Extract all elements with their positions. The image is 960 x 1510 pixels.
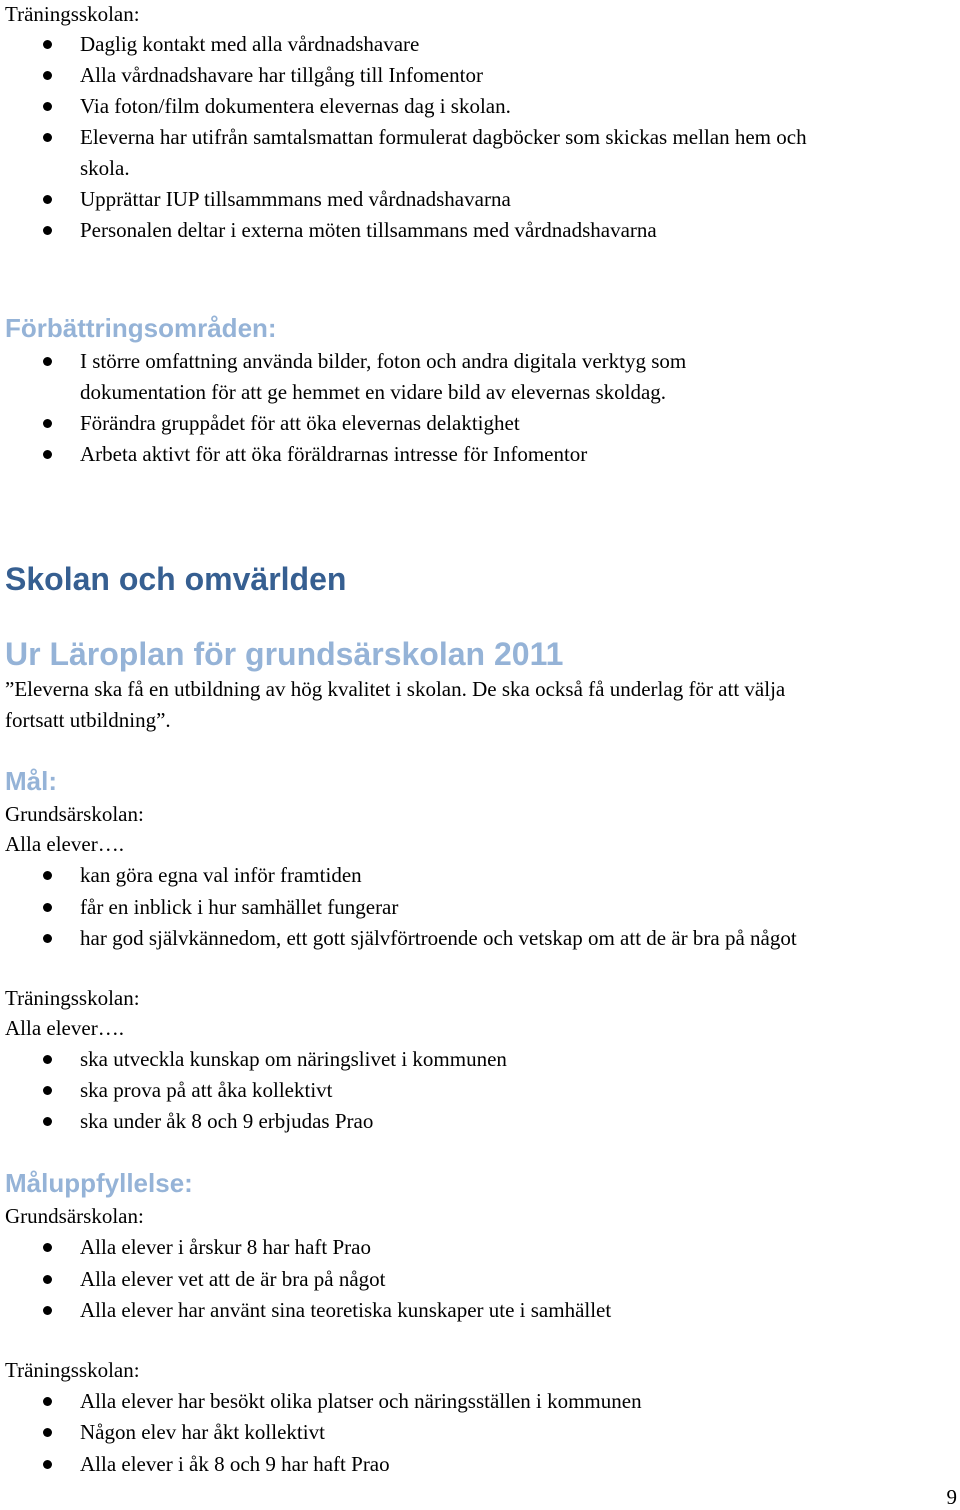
- list-item: Upprättar IUP tillsammmans med vårdnadshavarna: [80, 187, 511, 211]
- bullet-icon: [43, 903, 52, 912]
- heading-mal: Mål:: [5, 766, 57, 796]
- page-number: 9: [946, 1485, 957, 1509]
- intro-line: Alla elever….: [5, 832, 124, 856]
- bullet-icon: [43, 419, 52, 428]
- list-item: Alla elever i åk 8 och 9 har haft Prao: [80, 1452, 390, 1476]
- list-item: Alla vårdnadshavare har tillgång till Infomentor: [80, 63, 483, 87]
- list-item: kan göra egna val inför framtiden: [80, 863, 362, 887]
- bullet-icon: [43, 195, 52, 204]
- bullet-icon: [43, 1243, 52, 1252]
- bullet-icon: [43, 1428, 52, 1437]
- bullet-icon: [43, 871, 52, 880]
- bullet-icon: [43, 1306, 52, 1315]
- list-item: Via foton/film dokumentera elevernas dag i skolan.: [80, 94, 511, 118]
- list-item-continuation: skola.: [80, 156, 130, 180]
- list-item: ska prova på att åka kollektivt: [80, 1078, 333, 1102]
- heading-skolan-och-omvarlden: Skolan och omvärlden: [5, 561, 347, 597]
- list-item: Arbeta aktivt för att öka föräldrarnas intresse för Infomentor: [80, 442, 588, 466]
- list-item: Förändra gruppådet för att öka elevernas delaktighet: [80, 411, 520, 435]
- list-item: Alla elever har besökt olika platser och näringsställen i kommunen: [80, 1389, 642, 1413]
- bullet-icon: [43, 1055, 52, 1064]
- section-label-traningsskolan: Träningsskolan:: [5, 1358, 140, 1382]
- bullet-icon: [43, 1460, 52, 1469]
- heading-laroplan: Ur Läroplan för grundsärskolan 2011: [5, 636, 564, 672]
- list-item: Eleverna har utifrån samtalsmattan formulerat dagböcker som skickas mellan hem och: [80, 125, 807, 149]
- quote-line: ”Eleverna ska få en utbildning av hög kvalitet i skolan. De ska också få underlag för att välja: [5, 677, 786, 701]
- list-item: Alla elever i årskur 8 har haft Prao: [80, 1235, 371, 1259]
- bullet-icon: [43, 1397, 52, 1406]
- heading-forbattringsomraden: Förbättringsområden:: [5, 313, 277, 343]
- list-item: får en inblick i hur samhället fungerar: [80, 895, 399, 919]
- bullet-icon: [43, 450, 52, 459]
- list-item: Daglig kontakt med alla vårdnadshavare: [80, 32, 420, 56]
- quote-line: fortsatt utbildning”.: [5, 708, 171, 732]
- bullet-icon: [43, 102, 52, 111]
- bullet-icon: [43, 357, 52, 366]
- bullet-icon: [43, 934, 52, 943]
- list-item: ska utveckla kunskap om näringslivet i kommunen: [80, 1047, 507, 1071]
- section-label-traningsskolan: Träningsskolan:: [5, 986, 140, 1010]
- section-label-grundsarskolan: Grundsärskolan:: [5, 1204, 144, 1228]
- list-item-continuation: dokumentation för att ge hemmet en vidare bild av elevernas skoldag.: [80, 380, 667, 404]
- list-item: Personalen deltar i externa möten tillsammans med vårdnadshavarna: [80, 218, 657, 242]
- list-item: ska under åk 8 och 9 erbjudas Prao: [80, 1109, 374, 1133]
- heading-maluppfyllelse: Måluppfyllelse:: [5, 1168, 193, 1198]
- bullet-icon: [43, 226, 52, 235]
- bullet-icon: [43, 40, 52, 49]
- list-item: I större omfattning använda bilder, foton och andra digitala verktyg som: [80, 349, 687, 373]
- list-item: Alla elever har använt sina teoretiska kunskaper ute i samhället: [80, 1298, 612, 1322]
- bullet-icon: [43, 1117, 52, 1126]
- list-item: har god självkännedom, ett gott självförtroende och vetskap om att de är bra på något: [80, 926, 797, 950]
- list-item: Alla elever vet att de är bra på något: [80, 1267, 386, 1291]
- section-label-traningsskolan: Träningsskolan:: [5, 2, 140, 26]
- bullet-icon: [43, 1086, 52, 1095]
- list-item: Någon elev har åkt kollektivt: [80, 1420, 325, 1444]
- bullet-icon: [43, 1275, 52, 1284]
- intro-line: Alla elever….: [5, 1016, 124, 1040]
- bullet-icon: [43, 71, 52, 80]
- bullet-icon: [43, 133, 52, 142]
- section-label-grundsarskolan: Grundsärskolan:: [5, 802, 144, 826]
